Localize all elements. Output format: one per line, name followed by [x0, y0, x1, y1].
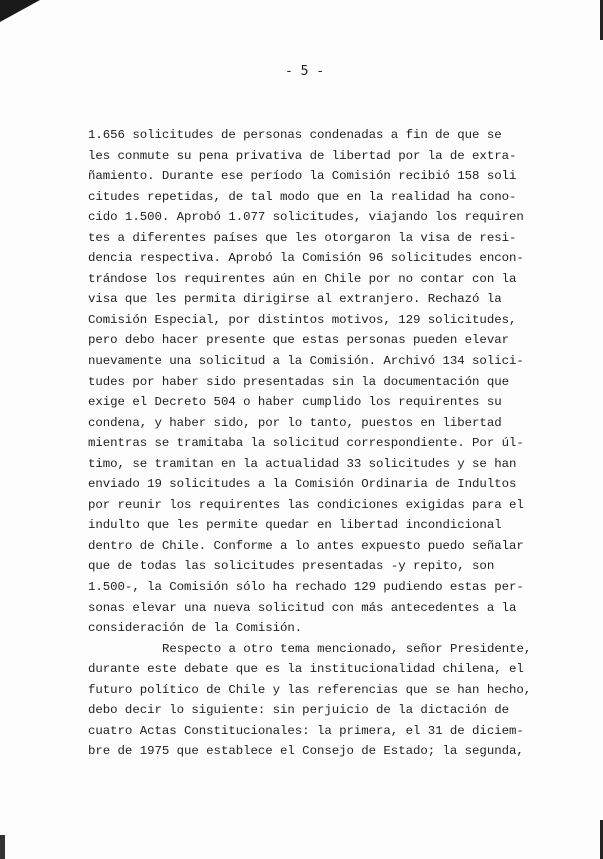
paragraph-2 [88, 639, 532, 762]
text-line: tudes por haber sido presentadas sin la documentación que [88, 374, 509, 389]
text-line: cido 1.500. Aprobó 1.077 solicitudes, viajando los requiren [88, 210, 524, 225]
text-line: indulto que les permite quedar en libertad incondicional [88, 518, 502, 533]
text-line: exige el Decreto 504 o haber cumplido los requirentes su [88, 395, 502, 410]
text-line: citudes repetidas, de tal modo que en la realidad ha cono- [88, 189, 517, 204]
text-line: timo, se tramitan en la actualidad 33 solicitudes y se han [88, 456, 517, 471]
text-line: condena, y haber sido, por lo tanto, puestos en libertad [88, 415, 502, 430]
text-line: 1.656 solicitudes de personas condenadas a fin de que se [88, 128, 502, 142]
text-line: dencia respectiva. Aprobó la Comisión 96 solicitudes encon- [88, 251, 524, 266]
text-line: cuatro Actas Constitucionales: la primera, el 31 de diciem- [88, 723, 524, 738]
body-text [88, 125, 532, 762]
text-line: consideración de la Comisión. [88, 621, 303, 636]
text-line: Comisión Especial, por distintos motivos, 129 solicitudes, [88, 312, 517, 327]
text-line: debo decir lo siguiente: sin perjuicio de la dictación de [88, 703, 509, 718]
text-line: 1.500-, la Comisión sólo ha rechado 129 pudiendo estas per- [88, 580, 524, 595]
scan-edge-mark [0, 835, 5, 859]
text-line: les conmute su pena privativa de libertad por la de extra- [88, 148, 517, 163]
text-line: visa que les permita dirigirse al extranjero. Rechazó la [88, 292, 502, 307]
text-line: durante este debate que es la institucionalidad chilena, el [88, 662, 524, 677]
text-line: ñamiento. Durante ese período la Comisión recibió 158 soli [88, 169, 517, 184]
text-line: trándose los requirentes aún en Chile por no contar con la [88, 271, 517, 286]
paragraph-1 [88, 125, 524, 639]
text-line: sonas elevar una nueva solicitud con más antecedentes a la [88, 600, 517, 615]
page-number: - 5 - [285, 64, 325, 79]
text-line: dentro de Chile. Conforme a lo antes expuesto puedo señalar [88, 538, 524, 553]
text-line: nuevamente una solicitud a la Comisión. Archivó 134 solici- [88, 354, 524, 369]
text-line: tes a diferentes países que les otorgaron la visa de resi- [88, 230, 517, 245]
text-line: bre de 1975 que establece el Consejo de Estado; la segunda, [88, 744, 524, 759]
scan-corner-mark [0, 0, 40, 22]
text-line: que de todas las solicitudes presentadas -y repito, son [88, 559, 495, 574]
text-line: Respecto a otro tema mencionado, señor Presidente, [162, 641, 532, 656]
text-line: pero debo hacer presente que estas personas pueden elevar [88, 333, 509, 348]
text-line: mientras se tramitaba la solicitud correspondiente. Por úl- [88, 436, 524, 451]
text-line: enviado 19 solicitudes a la Comisión Ordinaria de Indultos [88, 477, 517, 492]
text-line: por reunir los requirentes las condiciones exigidas para el [88, 497, 524, 512]
text-line: futuro político de Chile y las referencias que se han hecho, [88, 682, 532, 697]
